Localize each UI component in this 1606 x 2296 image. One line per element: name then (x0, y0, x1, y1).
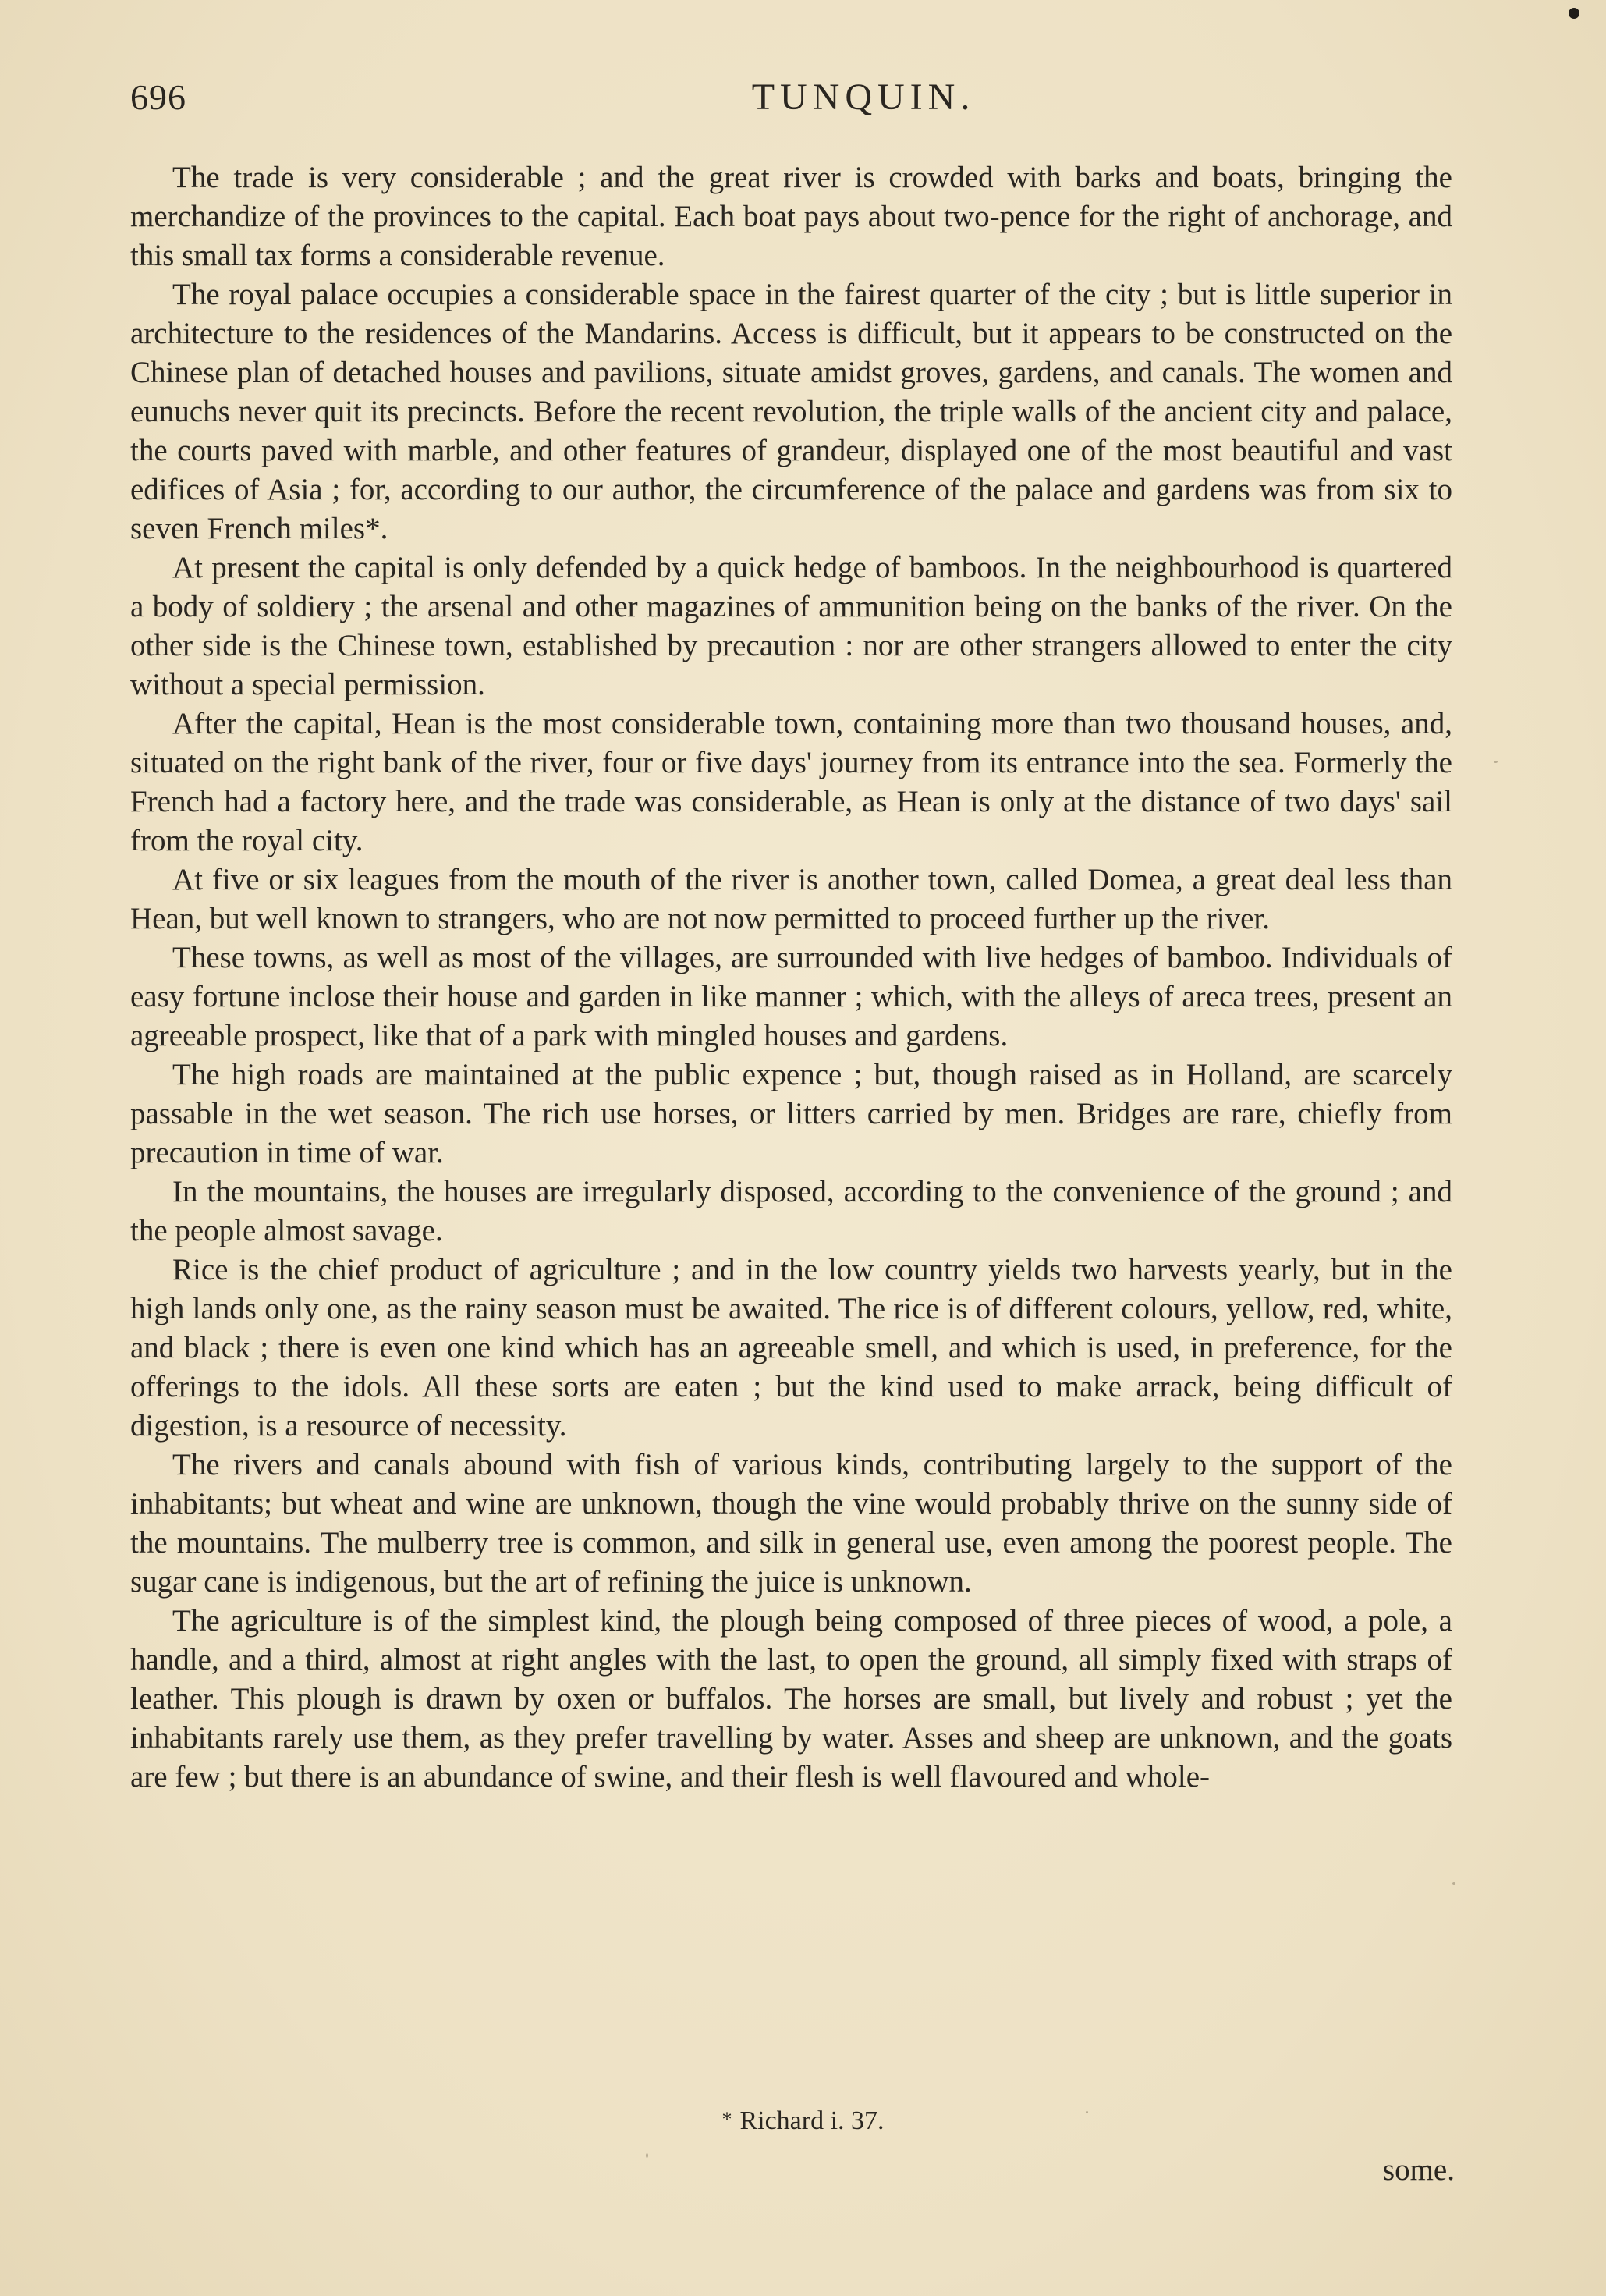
running-head: TUNQUIN. (751, 76, 976, 118)
paragraph: In the mountains, the houses are irregularly disposed, according to the convenience of the ground ; and the people almost savage. (130, 1175, 1452, 1247)
paragraph: Rice is the chief product of agriculture ; and in the low country yields two harvests yearly, but in the high lands only one, as the rainy season must be awaited. The rice is of different colours, yellow, red, white, and black ; there is even one kind which has an agreeable smell, and which is used, in preference, for the offerings to the idols. All these sorts are eaten ; but the kind used to make arrack, being difficult of digestion, is a resource of necessity. (130, 1253, 1452, 1443)
paragraph: At present the capital is only defended by a quick hedge of bamboos. In the neighbourhood is quartered a body of soldiery ; the arsenal and other magazines of ammunition being on the banks of the river. On the other side is the Chinese town, established by precaution : nor are other strangers allowed to enter the city without a special permission. (130, 551, 1452, 701)
paragraph: These towns, as well as most of the villages, are surrounded with live hedges of bamboo. Individuals of easy fortune inclose their house and garden in like manner ; which, with the alleys of areca trees, present an agreeable prospect, like that of a park with mingled houses and gardens. (130, 941, 1452, 1052)
page-header (130, 74, 1456, 121)
page-edge-mark (1569, 8, 1579, 19)
footnote-text: Richard i. 37. (739, 2106, 885, 2135)
paper-speck (646, 2153, 648, 2158)
paper-speck (1494, 761, 1498, 763)
paragraph: At five or six leagues from the mouth of the river is another town, called Domea, a great deal less than Hean, but well known to strangers, who are not now permitted to proceed further up the river. (130, 863, 1452, 935)
paragraph: The royal palace occupies a considerable space in the fairest quarter of the city ; but is little superior in architecture to the residences of the Mandarins. Access is difficult, but it appears to be constructed on the Chinese plan of detached houses and pavilions, situate amidst groves, gardens, and canals. The women and eunuchs never quit its precincts. Before the recent revolution, the triple walls of the ancient city and palace, the courts paved with marble, and other features of grandeur, displayed one of the most beautiful and vast edifices of Asia ; for, according to our author, the circumference of the palace and gardens was from six to seven French miles*. (130, 278, 1452, 545)
paragraph: The rivers and canals abound with fish of various kinds, contributing largely to the support of the inhabitants; but wheat and wine are unknown, though the vine would probably thrive on the sunny side of the mountains. The mulberry tree is common, and silk in general use, even among the poorest people. The sugar cane is indigenous, but the art of refining the juice is unknown. (130, 1448, 1452, 1599)
paper-speck (1086, 2111, 1088, 2113)
paragraph: The trade is very considerable ; and the great river is crowded with barks and boats, bringing the merchandize of the provinces to the capital. Each boat pays about two-pence for the right of anchorage, and this small tax forms a considerable revenue. (130, 161, 1452, 272)
paragraph: The high roads are maintained at the public expence ; but, though raised as in Holland, are scarcely passable in the wet season. The rich use horses, or litters carried by men. Bridges are rare, chiefly from precaution in time of war. (130, 1058, 1452, 1169)
footnote-mark: * (721, 2108, 732, 2131)
footnote (0, 2103, 1606, 2138)
catchword: some. (1382, 2153, 1455, 2187)
paper-speck (1452, 1882, 1455, 1885)
paragraph: The agriculture is of the simplest kind, the plough being composed of three pieces of wood, a pole, a handle, and a third, almost at right angles with the last, to open the ground, all simply fixed with straps of leather. This plough is drawn by oxen or buffalos. The horses are small, but lively and robust ; yet the inhabitants rarely use them, as they prefer travelling by water. Asses and sheep are unknown, and the goats are few ; but there is an abundance of swine, and their flesh is well flavoured and whole- (130, 1604, 1452, 1794)
paragraph: After the capital, Hean is the most considerable town, containing more than two thousand houses, and, situated on the right bank of the river, four or five days' journey from its entrance into the sea. Formerly the French had a factory here, and the trade was considerable, as Hean is only at the distance of two days' sail from the royal city. (130, 707, 1452, 857)
body-text (130, 158, 1452, 1797)
page-number: 696 (130, 77, 186, 117)
